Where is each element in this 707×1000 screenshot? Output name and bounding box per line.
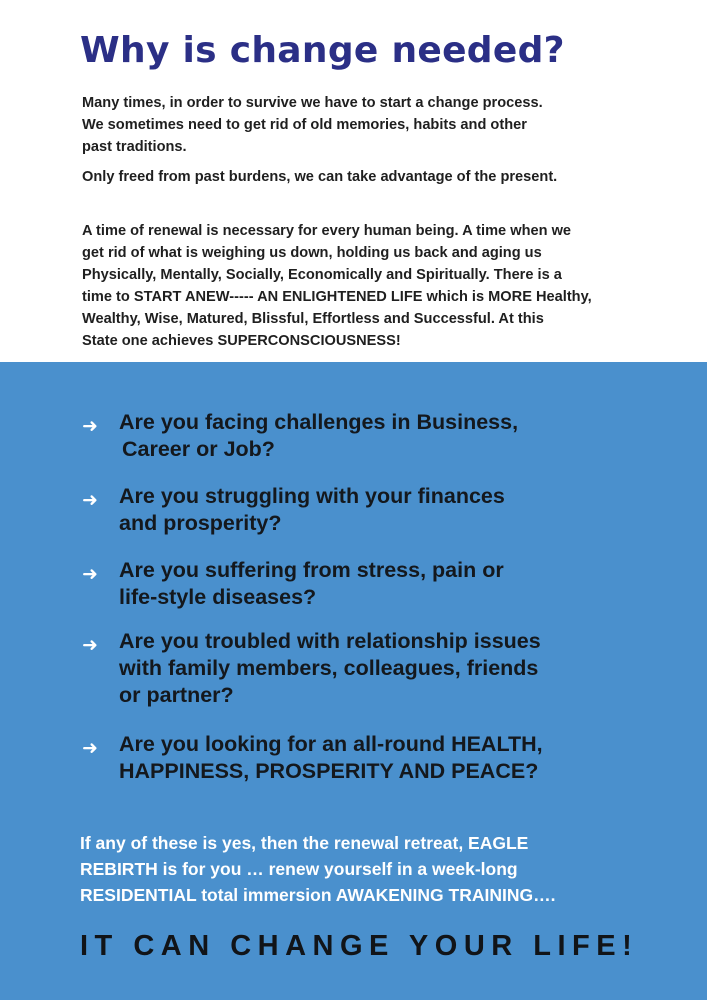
question-line: Are you looking for an all-round HEALTH, bbox=[119, 732, 543, 756]
question-line: Are you facing challenges in Business, bbox=[119, 410, 519, 434]
renewal-line: get rid of what is weighing us down, holding us back and aging us bbox=[82, 245, 542, 261]
question-line: Career or Job? bbox=[122, 437, 275, 461]
arrow-right-icon: ➜ bbox=[82, 563, 98, 585]
question-line: life-style diseases? bbox=[119, 585, 317, 609]
top-section bbox=[0, 0, 707, 362]
page-title: Why is change needed? bbox=[80, 30, 565, 71]
renewal-line: A time of renewal is necessary for every human being. A time when we bbox=[82, 223, 572, 239]
renewal-line: Wealthy, Wise, Matured, Blissful, Effortless and Successful. At this bbox=[82, 311, 544, 327]
arrow-right-icon: ➜ bbox=[82, 634, 98, 656]
question-line: HAPPINESS, PROSPERITY AND PEACE? bbox=[119, 759, 539, 783]
intro-conclusion bbox=[82, 166, 557, 188]
question-line: with family members, colleagues, friends bbox=[119, 656, 539, 680]
question-line: Are you suffering from stress, pain or bbox=[119, 558, 504, 582]
question-line: Are you troubled with relationship issues bbox=[119, 629, 541, 653]
renewal-paragraph bbox=[82, 220, 592, 352]
call-to-action bbox=[80, 830, 555, 908]
intro-line: Many times, in order to survive we have to start a change process. bbox=[82, 95, 543, 111]
arrow-right-icon: ➜ bbox=[82, 415, 98, 437]
cta-line: If any of these is yes, then the renewal retreat, EAGLE bbox=[80, 833, 529, 853]
renewal-line: State one achieves SUPERCONSCIOUSNESS! bbox=[82, 333, 401, 349]
renewal-line: Physically, Mentally, Socially, Economically and Spiritually. There is a bbox=[82, 267, 562, 283]
arrow-right-icon: ➜ bbox=[82, 737, 98, 759]
intro-line: Only freed from past burdens, we can take advantage of the present. bbox=[82, 169, 558, 185]
question-line: or partner? bbox=[119, 683, 234, 707]
question-line: and prosperity? bbox=[119, 511, 282, 535]
question-line: Are you struggling with your finances bbox=[119, 484, 505, 508]
closing-slogan: IT CAN CHANGE YOUR LIFE! bbox=[80, 930, 639, 962]
cta-line: REBIRTH is for you … renew yourself in a week-long bbox=[80, 859, 518, 879]
arrow-right-icon: ➜ bbox=[82, 489, 98, 511]
intro-paragraph bbox=[82, 92, 543, 158]
renewal-line: time to START ANEW----- AN ENLIGHTENED LIFE which is MORE Healthy, bbox=[82, 289, 592, 305]
cta-line: RESIDENTIAL total immersion AWAKENING TRAINING…. bbox=[80, 885, 556, 905]
intro-line: past traditions. bbox=[82, 139, 187, 155]
intro-line: We sometimes need to get rid of old memories, habits and other bbox=[82, 117, 527, 133]
